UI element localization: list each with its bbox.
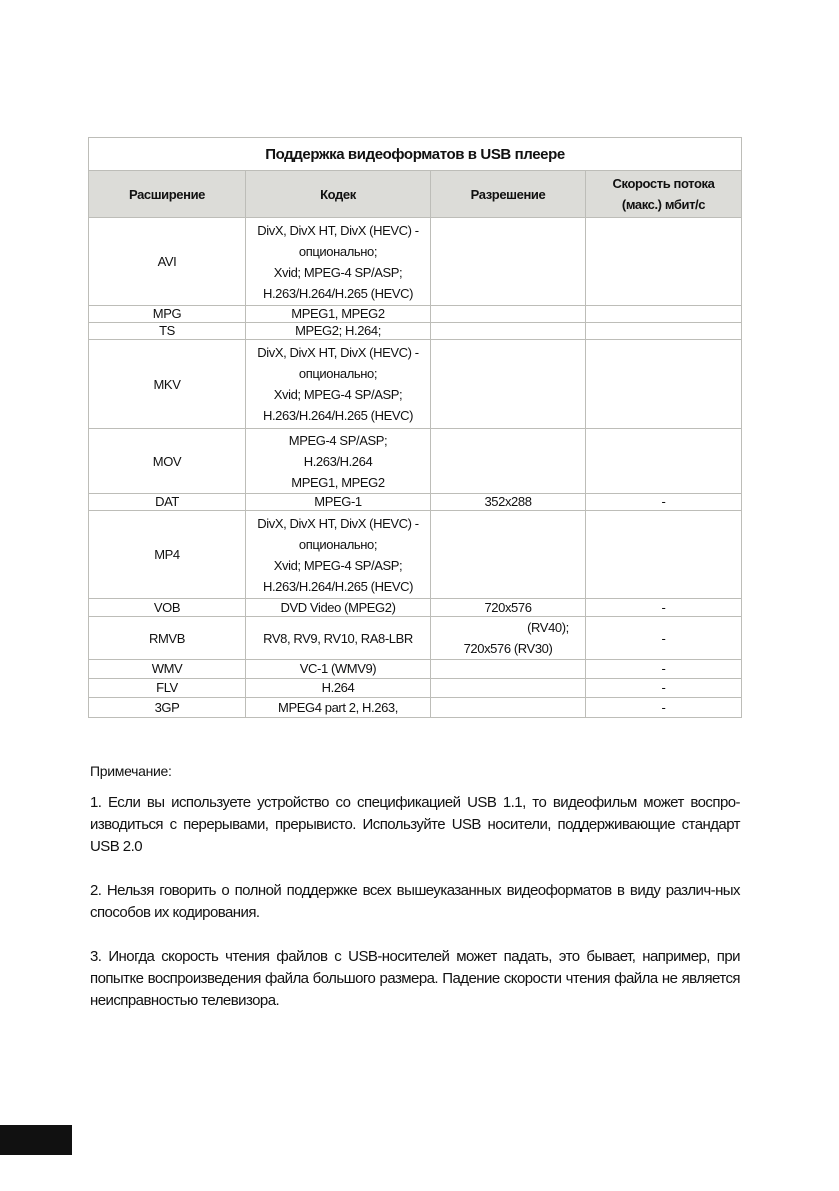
cell-codec-line: DivX, DivX HT, DivX (HEVC) - [257, 345, 419, 360]
cell-codec-line: опционально; [298, 366, 378, 381]
cell-codec-line: MPEG-4 SP/ASP; [288, 432, 388, 448]
table-row [89, 340, 742, 429]
note-3: 3. Иногда скорость чтения файлов с USB-носителей может падать, это бывает, например, при попытке воспроизведения файла большого размера. Падение скорости чтения файла не является неисправностью телевизора. [90, 948, 740, 1009]
cell-bitrate: - [586, 599, 742, 617]
cell-codec-line: DivX, DivX HT, DivX (HEVC) - [257, 222, 419, 238]
cell-bitrate [586, 323, 742, 340]
notes-title: Примечание: [90, 763, 172, 779]
cell-codec-line: VC-1 (WMV9) [299, 661, 377, 676]
cell-codec-line: H.264 [321, 680, 355, 695]
cell-bitrate: - [586, 617, 742, 660]
table-row [89, 323, 742, 340]
cell-extension: AVI [89, 218, 246, 306]
cell-resolution [431, 617, 586, 660]
table-row [89, 660, 742, 679]
cell-bitrate [586, 218, 742, 306]
cell-codec-line: опционально; [298, 536, 378, 552]
cell-resolution [431, 306, 586, 323]
cell-extension: FLV [89, 679, 246, 698]
video-formats-table [88, 137, 742, 718]
cell-resolution [431, 340, 586, 429]
table-row [89, 617, 742, 660]
cell-resolution: 720x576 [431, 599, 586, 617]
cell-extension: DAT [89, 494, 246, 511]
cell-resolution [431, 218, 586, 306]
cell-codec-line: MPEG1, MPEG2 [291, 474, 385, 490]
cell-codec [246, 511, 431, 599]
cell-codec [246, 494, 431, 511]
table-row [89, 306, 742, 323]
cell-codec-line: H.263/H.264/H.265 (HEVC) [262, 578, 414, 594]
cell-extension: WMV [89, 660, 246, 679]
cell-extension: 3GP [89, 698, 246, 718]
table-row [89, 494, 742, 511]
cell-resolution: 352x288 [431, 494, 586, 511]
cell-resolution [431, 698, 586, 718]
cell-extension: MPG [89, 306, 246, 323]
page-number-block [0, 1125, 72, 1155]
cell-extension: TS [89, 323, 246, 340]
cell-codec-line: MPEG1, MPEG2 [291, 306, 385, 321]
cell-codec-line: опционально; [298, 243, 378, 259]
cell-bitrate [586, 306, 742, 323]
cell-codec-line: H.263/H.264 [303, 453, 373, 469]
cell-codec-line: DivX, DivX HT, DivX (HEVC) - [257, 515, 419, 531]
table-title: Поддержка видеоформатов в USB плеере [89, 138, 742, 171]
cell-codec [246, 698, 431, 718]
table-row [89, 698, 742, 718]
table-row [89, 429, 742, 494]
cell-bitrate [586, 511, 742, 599]
cell-bitrate [586, 340, 742, 429]
cell-bitrate: - [586, 698, 742, 718]
cell-codec [246, 218, 431, 306]
note-2: 2. Нельзя говорить о полной поддержке всех вышеуказанных видеоформатов в виду различ-ных способов их кодирования. [90, 882, 740, 921]
cell-extension: MOV [89, 429, 246, 494]
table-row [89, 511, 742, 599]
cell-codec-line: H.263/H.264/H.265 (HEVC) [262, 408, 414, 423]
cell-resolution [431, 429, 586, 494]
cell-bitrate [586, 429, 742, 494]
header-extension: Расширение [89, 171, 246, 218]
cell-codec-line: MPEG4 part 2, H.263, [278, 700, 398, 715]
cell-codec-line: MPEG2; H.264; [295, 323, 381, 338]
cell-codec-line: Xvid; MPEG-4 SP/ASP; [273, 264, 403, 280]
cell-codec [246, 617, 431, 660]
cell-codec [246, 323, 431, 340]
cell-codec-line: Xvid; MPEG-4 SP/ASP; [273, 557, 403, 573]
cell-resolution [431, 660, 586, 679]
cell-extension: VOB [89, 599, 246, 617]
cell-codec [246, 660, 431, 679]
cell-codec [246, 306, 431, 323]
cell-extension: RMVB [89, 617, 246, 660]
cell-codec-line: Xvid; MPEG-4 SP/ASP; [273, 387, 403, 402]
cell-codec [246, 429, 431, 494]
cell-codec-line: MPEG-1 [314, 494, 362, 509]
table-row [89, 679, 742, 698]
cell-resolution [431, 511, 586, 599]
cell-bitrate: - [586, 679, 742, 698]
cell-bitrate: - [586, 494, 742, 511]
cell-codec-line: DVD Video (MPEG2) [280, 600, 396, 615]
cell-resolution-line: (RV40); [527, 620, 569, 635]
header-bitrate: Скорость потока (макс.) мбит/с [586, 171, 742, 218]
cell-extension: MKV [89, 340, 246, 429]
cell-resolution-line: 720x576 (RV30) [463, 641, 553, 656]
cell-codec-line: RV8, RV9, RV10, RA8-LBR [263, 630, 413, 646]
table-row [89, 218, 742, 306]
header-codec: Кодек [246, 171, 431, 218]
note-1: 1. Если вы используете устройство со спецификацией USB 1.1, то видеофильм может воспро-изводиться с перерывами, прерывисто. Используйте USB носители, поддерживающие стандарт USB 2.0 [90, 794, 740, 855]
cell-bitrate: - [586, 660, 742, 679]
cell-resolution [431, 679, 586, 698]
cell-codec [246, 599, 431, 617]
header-resolution: Разрешение [431, 171, 586, 218]
table-row [89, 599, 742, 617]
cell-codec [246, 679, 431, 698]
cell-codec-line: H.263/H.264/H.265 (HEVC) [262, 285, 414, 301]
cell-extension: MP4 [89, 511, 246, 599]
cell-codec [246, 340, 431, 429]
cell-resolution [431, 323, 586, 340]
